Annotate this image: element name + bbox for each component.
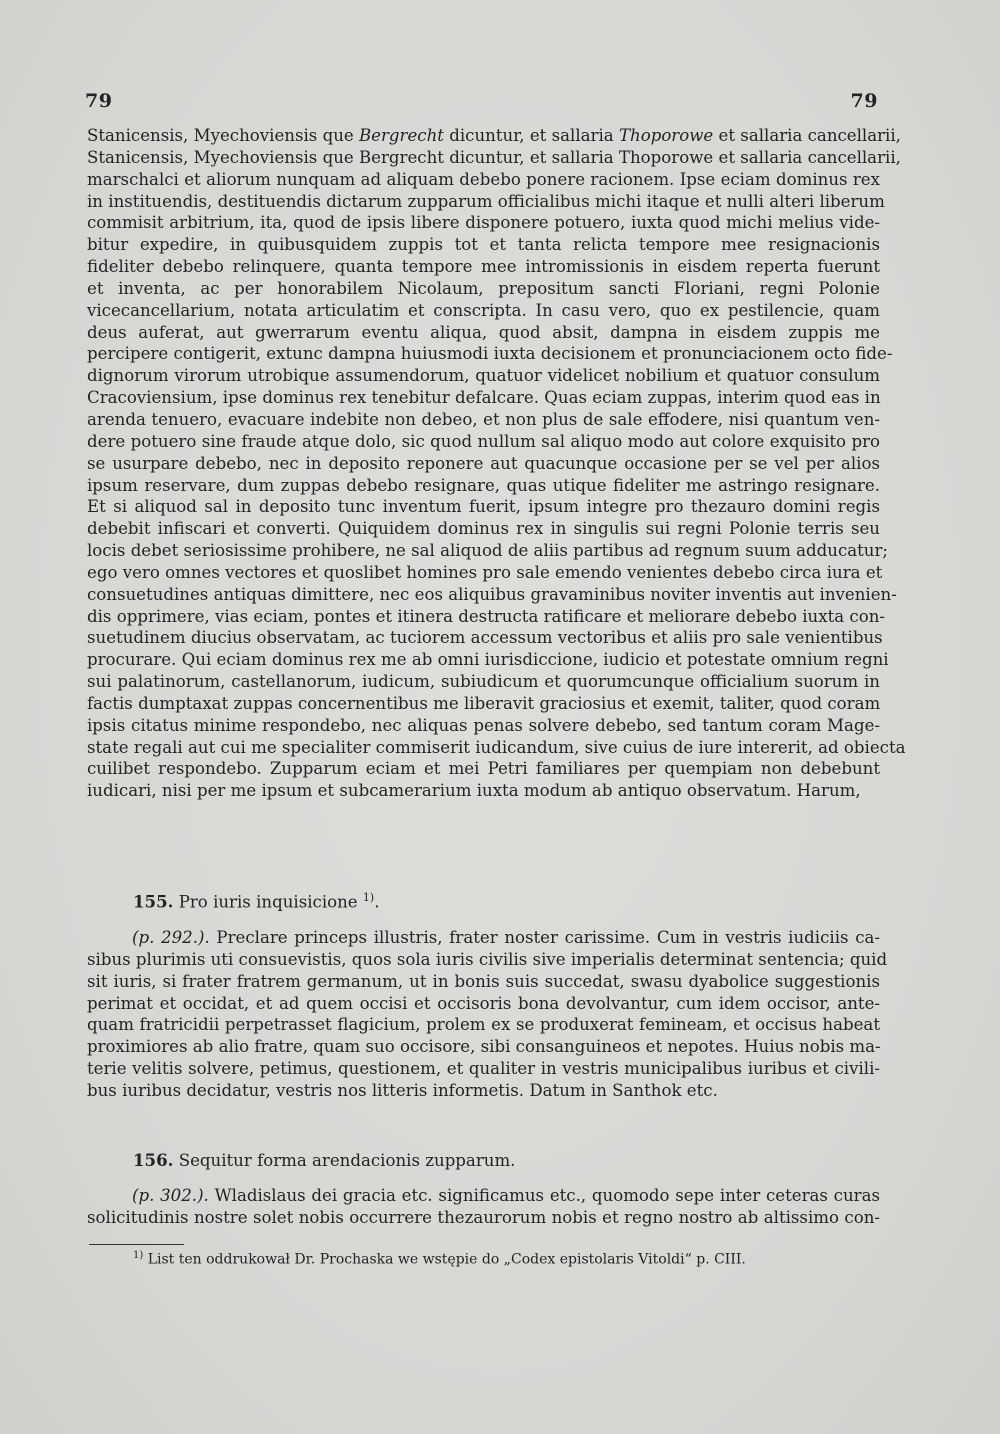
- text-line: Et si aliquod sal in deposito tunc inventum fuerit, ipsum integre pro thezauro domini regis: [87, 497, 880, 517]
- text-line: ego vero omnes vectores et quoslibet homines pro sale emendo venientes debebo circa iura et: [87, 562, 883, 582]
- text-line: Stanicensis, Myechoviensis que Bergrecht dicuntur, et sallaria Thoporowe et sallaria cancellarii,: [87, 126, 901, 145]
- text-line: se usurpare debebo, nec in deposito reponere aut quacunque occasione per se vel per alios: [87, 453, 880, 473]
- section-title: Pro iuris inquisicione: [178, 892, 358, 912]
- text-line: vicecancellarium, notata articulatim et conscripta. In casu vero, quo ex pestilencie, quam: [87, 300, 880, 320]
- text-line: sibus plurimis uti consuevistis, quos sola iuris civilis sive imperialis determinat sentencia; quid: [87, 949, 888, 969]
- text-line: debebit infiscari et converti. Quiquidem dominus rex in singulis sui regni Polonie terris seu: [87, 519, 880, 539]
- footnote: [133, 1250, 746, 1268]
- text-line: deus auferat, aut gwerrarum eventu aliqua, quod absit, dampna in eisdem zuppis me: [87, 322, 880, 342]
- text-line: suetudinem diucius observatam, ac tuciorem accessum vectoribus et aliis pro sale venientibus: [87, 628, 883, 648]
- text-line: proximiores ab alio fratre, quam suo occisore, sibi consanguineos et nepotes. Huius nobis ma-: [87, 1037, 881, 1057]
- text-line: arenda tenuero, evacuare indebite non debeo, et non plus de sale effodere, nisi quantum ven-: [87, 409, 880, 429]
- text-line: dere potuero sine fraude atque dolo, sic quod nullum sal aliquo modo aut colore exquisito pro: [87, 431, 880, 451]
- text-line: dignorum virorum utrobique assumendorum, quatuor videlicet nobilium et quatuor consulum: [87, 366, 880, 386]
- page-reference: (p. 302.).: [132, 1186, 209, 1205]
- text-line: quam fratricidii perpetrasset flagicium, prolem ex se produxerat femineam, et occisus habeat: [87, 1015, 880, 1035]
- text-line: Cracoviensium, ipse dominus rex tenebitur defalcare. Quas eciam zuppas, interim quod eas in: [87, 388, 881, 408]
- main-text-block: [87, 125, 906, 802]
- section-155-heading: 155. Pro iuris inquisicione $^{1)}$.: [133, 891, 380, 912]
- text-line: bus iuribus decidatur, vestris nos litteris informetis. Datum in Santhok etc.: [87, 1080, 718, 1100]
- footnote-marker: 1): [362, 891, 375, 904]
- page-number-right: 79: [850, 90, 878, 112]
- text-line: ipsis citatus minime respondebo, nec aliquas penas solvere debebo, sed tantum coram Mage-: [87, 715, 880, 735]
- page-number-left: 79: [85, 90, 113, 112]
- text-line: fideliter debebo relinquere, quanta tempore mee intromissionis in eisdem reperta fuerunt: [87, 257, 880, 277]
- text-line: in instituendis, destituendis dictarum zupparum officialibus michi itaque et nulli alteri liberum: [87, 191, 885, 211]
- footnote-marker: 1): [133, 1250, 144, 1261]
- text-line: consuetudines antiquas dimittere, nec eos aliquibus gravaminibus noviter inventis aut invenien-: [87, 584, 897, 604]
- text-line: cuilibet respondebo. Zupparum eciam et mei Petri familiares per quempiam non debebunt: [87, 759, 880, 779]
- text-line: Stanicensis, Myechoviensis que Bergrecht dicuntur, et sallaria Thoporowe et sallaria cancellarii,: [87, 147, 901, 167]
- text-line: marschalci et aliorum nunquam ad aliquam debebo ponere racionem. Ipse eciam dominus rex: [87, 169, 880, 189]
- text-line: sui palatinorum, castellanorum, iudicum, subiudicum et quorumcunque officialium suorum in: [87, 672, 880, 692]
- section-156-heading: [133, 1150, 515, 1170]
- text-line: et inventa, ac per honorabilem Nicolaum, prepositum sancti Floriani, regni Polonie: [87, 278, 880, 298]
- section-number: 155.: [133, 891, 174, 912]
- text-line: procurare. Qui eciam dominus rex me ab omni iurisdiccione, iudicio et potestate omnium regni: [87, 650, 889, 670]
- footnote-text: List ten oddrukował Dr. Prochaska we wstępie do „Codex epistolaris Vitoldi“ p. CIII.: [147, 1251, 746, 1268]
- text-line: solicitudinis nostre solet nobis occurrere thezaurorum nobis et regno nostro ab altissimo con-: [87, 1207, 880, 1227]
- footnote-divider: [89, 1244, 184, 1245]
- page-reference: (p. 292.).: [132, 928, 210, 947]
- text-line: dis opprimere, vias eciam, pontes et itinera destructa ratificare et meliorare debebo iuxta con-: [87, 606, 886, 626]
- section-title: Sequitur forma arendacionis zupparum.: [178, 1151, 516, 1170]
- text-line: (p. 292.). Preclare princeps illustris, frater noster carissime. Cum in vestris iudiciis ca-: [132, 928, 880, 947]
- text-line: (p. 302.). Wladislaus dei gracia etc. significamus etc., quomodo sepe inter ceteras curas: [132, 1186, 880, 1205]
- text-line: state regali aut cui me specialiter commiserit iudicandum, sive cuius de iure intererit, ad obiecta: [87, 737, 906, 757]
- text-line: factis dumptaxat zuppas concernentibus me liberavit graciosius et exemit, taliter, quod coram: [87, 693, 881, 713]
- section-156-body: [87, 1185, 880, 1229]
- text-line: ipsum reservare, dum zuppas debebo resignare, quas utique fideliter me astringo resignare.: [87, 475, 880, 495]
- text-line: iudicari, nisi per me ipsum et subcamerarium iuxta modum ab antiquo observatum. Harum,: [87, 781, 861, 801]
- text-line: commisit arbitrium, ita, quod de ipsis libere disponere potuero, iuxta quod michi melius vide-: [87, 213, 880, 233]
- text-line: terie velitis solvere, petimus, questionem, et qualiter in vestris municipalibus iuribus et civili-: [87, 1059, 880, 1079]
- text-line: perimat et occidat, et ad quem occisi et occisoris bona devolvantur, cum idem occisor, ante-: [87, 993, 880, 1013]
- section-155-body: [87, 927, 888, 1102]
- section-number: 156.: [133, 1150, 174, 1170]
- text-line: locis debet seriosissime prohibere, ne sal aliquod de aliis partibus ad regnum suum adducatur;: [87, 541, 889, 561]
- text-line: bitur expedire, in quibusquidem zuppis tot et tanta relicta tempore mee resignacionis: [87, 235, 880, 255]
- text-line: percipere contigerit, extunc dampna huiusmodi iuxta decisionem et pronunciacionem octo fide-: [87, 344, 893, 364]
- text-line: sit iuris, si frater fratrem germanum, ut in bonis suis succedat, swasu dyabolice suggestionis: [87, 971, 880, 991]
